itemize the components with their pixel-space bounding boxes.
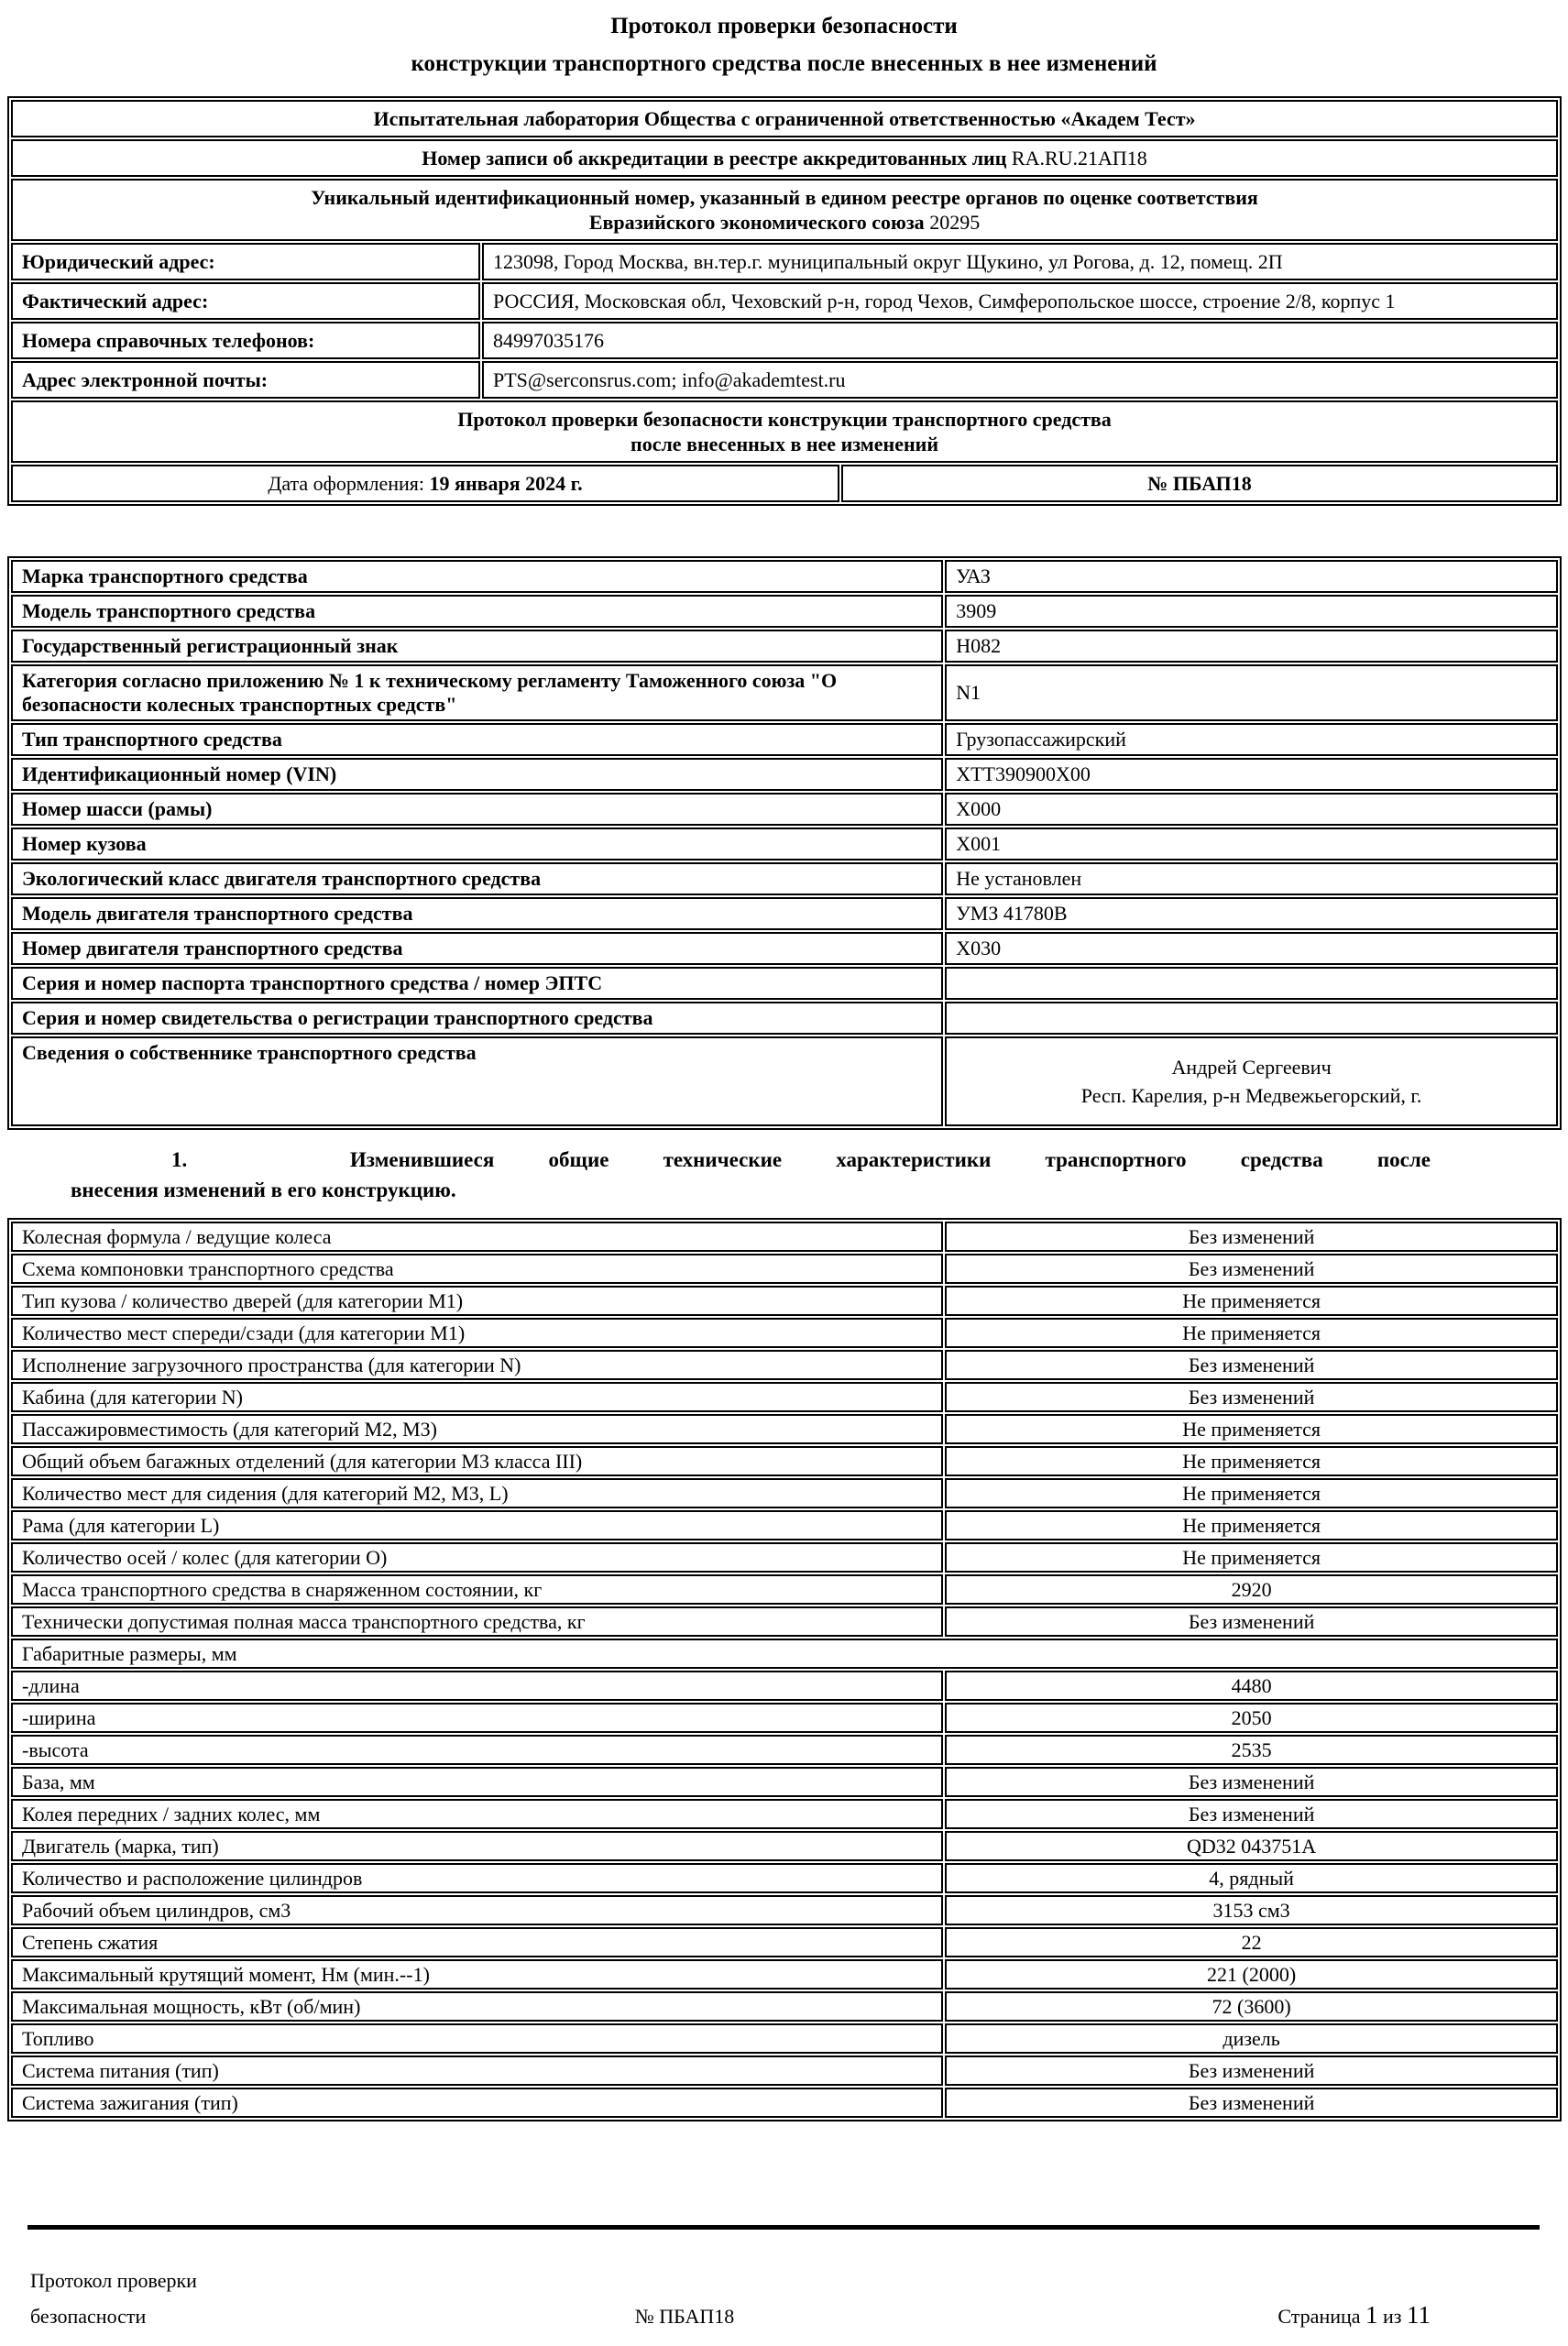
document-title-line-1: Протокол проверки безопасности: [610, 14, 958, 38]
footer-page-word: Страница: [1277, 2305, 1361, 2328]
vehicle-row-label: Тип транспортного средства: [11, 723, 943, 756]
vehicle-row-value: N1: [945, 664, 1558, 721]
changes-row-value: Не применяется: [945, 1318, 1558, 1348]
changes-row-label: -ширина: [11, 1703, 943, 1733]
actual-address-row: [11, 282, 1558, 320]
changes-row-label: Система зажигания (тип): [11, 2088, 943, 2118]
changes-row-value: 72 (3600): [945, 1991, 1558, 2022]
changes-row-value: QD32 043751A: [945, 1831, 1558, 1861]
vehicle-row-value: X001: [945, 828, 1558, 861]
date-number-row: [11, 465, 1558, 502]
footer-document-name-line-2: безопасности: [30, 2305, 147, 2328]
vehicle-table-row: [11, 664, 1558, 721]
vehicle-row-label: Модель транспортного средства: [11, 595, 943, 628]
changes-row-value: Без изменений: [945, 1222, 1558, 1252]
changes-row-label: Кабина (для категории N): [11, 1382, 943, 1412]
changes-table-row: [11, 2055, 1558, 2086]
lab-accreditation-row: [11, 139, 1558, 177]
changes-row-label: Исполнение загрузочного пространства (для категории N): [11, 1350, 943, 1380]
lab-name-row: [11, 100, 1558, 137]
changes-row-label: База, мм: [11, 1767, 943, 1797]
vehicle-row-value: Грузопассажирский: [945, 723, 1558, 756]
email-label: Адрес электронной почты:: [11, 361, 480, 399]
section-1-heading-line-2: внесения изменений в его конструкцию.: [71, 1178, 456, 1201]
date-cell: [11, 465, 839, 502]
changes-row-label: Количество осей / колес (для категории О): [11, 1542, 943, 1573]
footer-protocol-number: № ПБАП18: [634, 2305, 735, 2328]
changes-row-label: Технически допустимая полная масса транспортного средства, кг: [11, 1606, 943, 1637]
actual-address-value: РОССИЯ, Московская обл, Чеховский р-н, город Чехов, Симферопольское шоссе, строение 2/8, корпус 1: [482, 282, 1558, 320]
vehicle-row-value: [945, 1002, 1558, 1035]
changes-rows-after-dimensions: [11, 1671, 1558, 2118]
section-1-heading: [0, 1145, 1568, 1205]
changes-table-row: [11, 1254, 1558, 1284]
vehicle-table-row: [11, 967, 1558, 1000]
vehicle-table-row: [11, 793, 1558, 826]
vehicle-table-row: [11, 595, 1558, 628]
changes-table-row: [11, 1574, 1558, 1605]
vehicle-row-label: Серия и номер свидетельства о регистрации транспортного средства: [11, 1002, 943, 1035]
changes-table-row: [11, 1478, 1558, 1508]
vehicle-row-label: Серия и номер паспорта транспортного средства / номер ЭПТС: [11, 967, 943, 1000]
vehicle-row-label: Категория согласно приложению № 1 к техническому регламенту Таможенного союза "О безопасности колесных транспортных средств": [11, 664, 943, 721]
unique-number-line-1: Уникальный идентификационный номер, указанный в едином реестре органов по оценке соответствия: [311, 186, 1258, 209]
lab-unique-number-row: [11, 179, 1558, 241]
changes-table-row: [11, 1350, 1558, 1380]
changes-row-value: дизель: [945, 2023, 1558, 2054]
protocol-title-cell: [11, 400, 1558, 463]
footer-document-name-line-1: Протокол проверки: [30, 2269, 197, 2292]
date-label: Дата оформления:: [268, 472, 425, 495]
document-title: [0, 0, 1568, 82]
unique-number-value: 20295: [929, 211, 981, 234]
changes-row-label: Степень сжатия: [11, 1927, 943, 1957]
changes-row-value: Без изменений: [945, 1254, 1558, 1284]
changes-row-value: Не применяется: [945, 1446, 1558, 1476]
vehicle-row-value: УАЗ: [945, 560, 1558, 593]
changes-table-row: [11, 1863, 1558, 1893]
changes-table-row: [11, 1510, 1558, 1540]
legal-address-row: [11, 243, 1558, 280]
vehicle-data-table: [7, 556, 1562, 1130]
changes-row-label: Схема компоновки транспортного средства: [11, 1254, 943, 1284]
document-title-line-2: конструкции транспортного средства после внесенных в нее изменений: [411, 51, 1157, 76]
legal-address-label: Юридический адрес:: [11, 243, 480, 280]
changes-row-value: 22: [945, 1927, 1558, 1957]
changes-row-label: Топливо: [11, 2023, 943, 2054]
vehicle-row-label: Идентификационный номер (VIN): [11, 758, 943, 791]
changes-rows-before-dimensions: [11, 1222, 1558, 1637]
protocol-title-line-1: Протокол проверки безопасности конструкции транспортного средства: [457, 408, 1112, 431]
section-1-heading-line-1: 1. Изменившиеся общие технические характеристики транспортного средства после: [171, 1148, 1431, 1171]
vehicle-row-label: Экологический класс двигателя транспортного средства: [11, 862, 943, 895]
protocol-title-line-2: после внесенных в нее изменений: [630, 433, 938, 455]
vehicle-rows: [11, 560, 1558, 1035]
changes-table-row: [11, 1959, 1558, 1990]
changes-row-label: Тип кузова / количество дверей (для категории М1): [11, 1286, 943, 1316]
footer-page-total: 11: [1407, 2301, 1431, 2329]
changes-table-row: [11, 1703, 1558, 1733]
changes-table-row: [11, 2023, 1558, 2054]
changes-row-value: Без изменений: [945, 1799, 1558, 1829]
changes-row-label: Пассажировместимость (для категорий М2, М3): [11, 1414, 943, 1444]
changes-table-row: [11, 1318, 1558, 1348]
page-footer: [0, 2225, 1568, 2334]
owner-row: [11, 1036, 1558, 1126]
changes-row-label: Количество мест для сидения (для категорий М2, М3, L): [11, 1478, 943, 1508]
changes-table-row: [11, 1895, 1558, 1925]
dimensions-header-row: [11, 1639, 1558, 1669]
dimensions-header-section: [11, 1639, 1558, 1669]
changes-row-value: Не применяется: [945, 1542, 1558, 1573]
footer-of-word: из: [1383, 2305, 1402, 2328]
unique-number-line-2-label: Евразийского экономического союза: [588, 211, 925, 234]
changes-table-row: [11, 1671, 1558, 1701]
changes-row-value: 3153 см3: [945, 1895, 1558, 1925]
changes-row-label: Максимальная мощность, кВт (об/мин): [11, 1991, 943, 2022]
vehicle-row-label: Номер двигателя транспортного средства: [11, 932, 943, 965]
changes-row-value: Без изменений: [945, 1606, 1558, 1637]
vehicle-row-label: Государственный регистрационный знак: [11, 630, 943, 663]
changes-row-value: 4, рядный: [945, 1863, 1558, 1893]
phones-value: 84997035176: [482, 322, 1558, 359]
vehicle-row-value: Х030: [945, 932, 1558, 965]
vehicle-row-value: 3909: [945, 595, 1558, 628]
vehicle-table-row: [11, 630, 1558, 663]
footer-page-indicator: [1142, 2297, 1568, 2334]
changes-row-label: Максимальный крутящий момент, Нм (мин.--1): [11, 1959, 943, 1990]
footer-page-current: 1: [1365, 2301, 1378, 2329]
changes-row-label: Количество мест спереди/сзади (для категории М1): [11, 1318, 943, 1348]
changes-table-row: [11, 1927, 1558, 1957]
changes-row-value: Не применяется: [945, 1510, 1558, 1540]
changes-row-label: Рама (для категории L): [11, 1510, 943, 1540]
protocol-title-row: [11, 400, 1558, 463]
changes-table-row: [11, 1991, 1558, 2022]
changed-characteristics-table: [7, 1218, 1562, 2121]
vehicle-row-value: XTT390900X00: [945, 758, 1558, 791]
changes-table-row: [11, 1735, 1558, 1765]
changes-row-value: Без изменений: [945, 1350, 1558, 1380]
vehicle-owner-section: [11, 1036, 1558, 1126]
vehicle-table-row: [11, 828, 1558, 861]
vehicle-row-label: Номер кузова: [11, 828, 943, 861]
email-row: [11, 361, 1558, 399]
vehicle-row-value: [945, 967, 1558, 1000]
vehicle-table-row: [11, 932, 1558, 965]
changes-table-row: [11, 1831, 1558, 1861]
changes-row-label: Система питания (тип): [11, 2055, 943, 2086]
changes-row-label: -высота: [11, 1735, 943, 1765]
date-value: 19 января 2024 г.: [429, 472, 583, 495]
protocol-number-cell: № ПБАП18: [841, 465, 1558, 502]
changes-table-row: [11, 1414, 1558, 1444]
accreditation-value: RA.RU.21АП18: [1011, 147, 1147, 170]
owner-label: Сведения о собственнике транспортного средства: [11, 1036, 943, 1126]
changes-table-row: [11, 1606, 1558, 1637]
changes-table-row: [11, 1286, 1558, 1316]
changes-row-value: Без изменений: [945, 2055, 1558, 2086]
lab-name: Испытательная лаборатория Общества с ограниченной ответственностью «Академ Тест»: [11, 100, 1558, 137]
footer-document-name: [30, 2263, 227, 2334]
changes-row-value: Не применяется: [945, 1478, 1558, 1508]
vehicle-row-value: Н082: [945, 630, 1558, 663]
changes-row-value: 2920: [945, 1574, 1558, 1605]
vehicle-table-row: [11, 758, 1558, 791]
changes-table-row: [11, 1542, 1558, 1573]
changes-row-value: 2535: [945, 1735, 1558, 1765]
changes-row-value: 2050: [945, 1703, 1558, 1733]
changes-row-label: Общий объем багажных отделений (для категории М3 класса III): [11, 1446, 943, 1476]
lab-accreditation-cell: [11, 139, 1558, 177]
changes-table-row: [11, 1799, 1558, 1829]
actual-address-label: Фактический адрес:: [11, 282, 480, 320]
vehicle-table-row: [11, 862, 1558, 895]
vehicle-row-label: Модель двигателя транспортного средства: [11, 897, 943, 930]
vehicle-row-label: Номер шасси (рамы): [11, 793, 943, 826]
phones-row: [11, 322, 1558, 359]
vehicle-row-value: Не установлен: [945, 862, 1558, 895]
footer-content: [30, 2263, 1568, 2334]
lab-unique-number-cell: [11, 179, 1558, 241]
vehicle-row-value: X000: [945, 793, 1558, 826]
changes-row-value: Не применяется: [945, 1286, 1558, 1316]
vehicle-table-row: [11, 897, 1558, 930]
unique-number-line-2: [22, 210, 1547, 235]
vehicle-table-row: [11, 560, 1558, 593]
changes-row-label: Колесная формула / ведущие колеса: [11, 1222, 943, 1252]
owner-value-cell: [945, 1036, 1558, 1126]
changes-table-row: [11, 1446, 1558, 1476]
changes-table-row: [11, 2088, 1558, 2118]
changes-row-value: 4480: [945, 1671, 1558, 1701]
changes-table-row: [11, 1767, 1558, 1797]
changes-row-value: Без изменений: [945, 1767, 1558, 1797]
changes-row-value: Не применяется: [945, 1414, 1558, 1444]
changes-row-value: 221 (2000): [945, 1959, 1558, 1990]
accreditation-label: Номер записи об аккредитации в реестре аккредитованных лиц: [422, 147, 1007, 170]
phones-label: Номера справочных телефонов:: [11, 322, 480, 359]
vehicle-row-value: УМЗ 41780В: [945, 897, 1558, 930]
dimensions-header-label: Габаритные размеры, мм: [11, 1639, 1558, 1669]
changes-row-label: Рабочий объем цилиндров, см3: [11, 1895, 943, 1925]
owner-address: Респ. Карелия, р-н Медвежьегорский, г.: [1080, 1084, 1422, 1107]
lab-info-table: [7, 96, 1562, 506]
footer-divider-line: [27, 2225, 1540, 2230]
changes-row-label: -длина: [11, 1671, 943, 1701]
changes-row-label: Колея передних / задних колес, мм: [11, 1799, 943, 1829]
legal-address-value: 123098, Город Москва, вн.тер.г. муниципальный округ Щукино, ул Рогова, д. 12, помещ. 2П: [482, 243, 1558, 280]
changes-row-label: Двигатель (марка, тип): [11, 1831, 943, 1861]
vehicle-table-row: [11, 723, 1558, 756]
changes-row-label: Количество и расположение цилиндров: [11, 1863, 943, 1893]
changes-table-row: [11, 1222, 1558, 1252]
changes-table-row: [11, 1382, 1558, 1412]
email-value: PTS@serconsrus.com; info@akademtest.ru: [482, 361, 1558, 399]
owner-name: Андрей Сергеевич: [1171, 1056, 1332, 1079]
changes-row-value: Без изменений: [945, 2088, 1558, 2118]
vehicle-row-label: Марка транспортного средства: [11, 560, 943, 593]
vehicle-table-row: [11, 1002, 1558, 1035]
changes-row-value: Без изменений: [945, 1382, 1558, 1412]
changes-row-label: Масса транспортного средства в снаряженном состоянии, кг: [11, 1574, 943, 1605]
